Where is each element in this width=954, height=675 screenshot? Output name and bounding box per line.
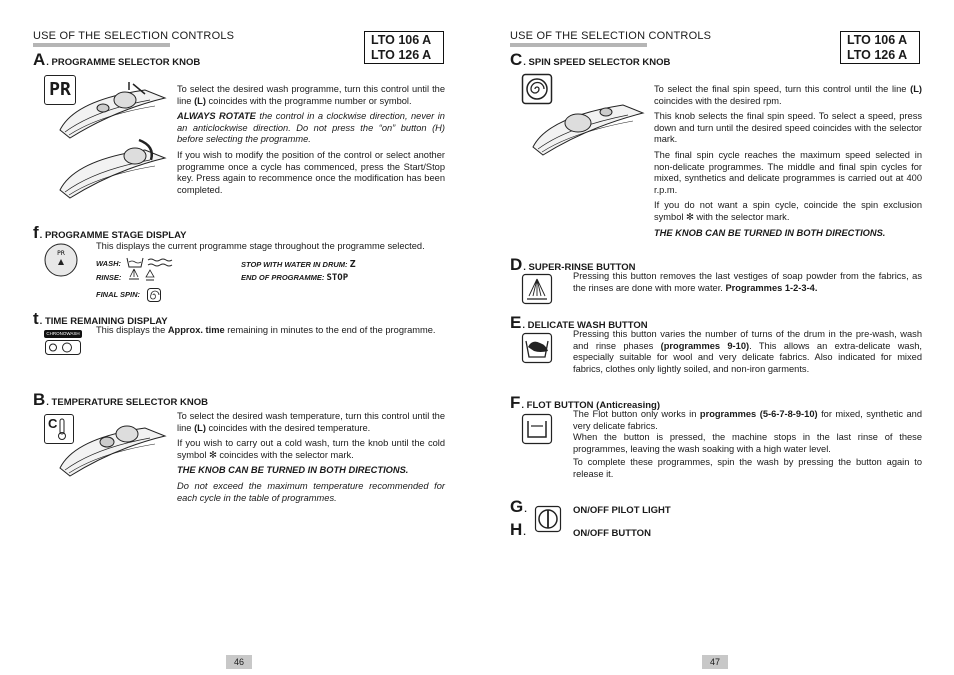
- model-2: LTO 126 A: [847, 48, 908, 62]
- super-rinse-icon[interactable]: [522, 274, 552, 304]
- snowflake-icon: ✻: [209, 449, 217, 460]
- rinse-label: RINSE:: [96, 273, 122, 282]
- section-g-letter: G.: [510, 497, 527, 516]
- spin-exclusion-icon: ✻: [686, 211, 694, 222]
- section-b-text: To select the desired wash temperature, turn this control until the line (L) coincides with the desired temperature. If you wish to carry out a cold wash, turn the knob until the cold symbol ✻ coincides with the selector mark. THE KNOB CAN BE TURNED IN BOTH DIRECTIONS. Do not exceed the maximum temperature recommended for each cycle in the table of programmes.: [177, 411, 445, 503]
- final-spin-label: FINAL SPIN:: [96, 290, 141, 299]
- pr-icon: PR: [44, 75, 76, 105]
- section-e-text: Pressing this button varies the number of turns of the drum in the pre-wash, wash and rinse phases (programmes 9-10). This allows an extra-delicate wash, especially suitable for wool and very delicate fabrics. Also indicated for mixed fabrics, clothes only lightly soiled, and non-iron garments.: [573, 329, 922, 374]
- right-model-box: [840, 31, 920, 64]
- spin-icon: [147, 288, 161, 302]
- stage-display-icon: [44, 243, 78, 277]
- section-a-text: To select the desired wash programme, turn this control until the line (L) coincides with the programme number or symbol. ALWAYS ROTATE the control in a clockwise direction, never in an anticlockwise direction. Do not press the “on” button (H) before selecting the programme. If you wish to modify the position of the control or select another programme once a cycle has commenced, press the Start/Stop key. Press again to recommence once the modification has been completed.: [177, 84, 445, 195]
- programme-knob-illustration-2: [55, 140, 170, 200]
- section-d-heading: D. SUPER-RINSE BUTTON: [510, 255, 636, 274]
- delicate-wash-icon[interactable]: [522, 333, 552, 363]
- power-icon[interactable]: [535, 506, 561, 532]
- programme-knob-illustration-1: [55, 80, 170, 140]
- right-header-bar: [510, 43, 647, 47]
- pilot-light-label: ON/OFF PILOT LIGHT: [573, 505, 671, 516]
- section-t-text: This displays the Approx. time remaining in minutes to the end of the programme.: [96, 325, 436, 335]
- on-off-button-label: ON/OFF BUTTON: [573, 528, 651, 539]
- right-page-header: USE OF THE SELECTION CONTROLS: [510, 30, 712, 42]
- chronowash-label: CHRONOWASH: [44, 330, 82, 338]
- time-display-icon: [45, 340, 81, 355]
- section-c-heading: C. SPIN SPEED SELECTOR KNOB: [510, 50, 671, 69]
- section-d-text: Pressing this button removes the last vestiges of soap powder from the fabrics, as the rinses are done with more water. Programmes 1-2-3-4.: [573, 271, 922, 293]
- rinse-icon: [128, 268, 158, 283]
- section-c-text: To select the final spin speed, turn this control until the line (L) coincides with the desired rpm. This knob selects the final spin speed. To select a speed, press down and turn until the desired speed coincides with the selector mark. The final spin cycle reaches the maximum speed selected in non-delicate programmes. The middle and final spin cycles for mixed, synthetics and delicate programmes is carried out at 400 r.p.m. If you do not want a spin cycle, coincide the spin exclusion symbol ✻ with the selector mark. THE KNOB CAN BE TURNED IN BOTH DIRECTIONS.: [654, 84, 922, 238]
- model-1: LTO 106 A: [371, 33, 432, 47]
- section-flot-text: The Flot button only works in programmes (5-6-7-8-9-10) for mixed, synthetic and very delicate fabrics. When the button is pressed, the machine stops in the last rinse of these programmes, leaving the wash soaking with a high water level. To complete these programmes, spin the wash by pressing the button again to release it.: [573, 409, 923, 479]
- left-header-bar: [33, 43, 170, 47]
- section-flot-heading: F. FLOT BUTTON (Anticreasing): [510, 393, 661, 412]
- left-page-header: USE OF THE SELECTION CONTROLS: [33, 30, 235, 42]
- section-f-text: This displays the current programme stage throughout the programme selected.: [96, 241, 425, 251]
- model-2: LTO 126 A: [371, 48, 432, 62]
- section-t-heading: t. TIME REMAINING DISPLAY: [33, 309, 168, 328]
- section-h-letter: H.: [510, 520, 526, 539]
- section-b-heading: B. TEMPERATURE SELECTOR KNOB: [33, 390, 208, 409]
- section-e-heading: E. DELICATE WASH BUTTON: [510, 313, 648, 332]
- flot-icon[interactable]: [522, 414, 552, 444]
- model-1: LTO 106 A: [847, 33, 908, 47]
- right-page-number: 47: [702, 655, 728, 669]
- left-model-box: [364, 31, 444, 64]
- temperature-icon: C: [44, 414, 74, 444]
- wash-label: WASH:: [96, 259, 121, 268]
- svg-text:PR: PR: [57, 250, 65, 257]
- section-f-heading: f. PROGRAMME STAGE DISPLAY: [33, 223, 187, 242]
- section-a-heading: A. PROGRAMME SELECTOR KNOB: [33, 50, 201, 69]
- spin-knob-illustration: [528, 95, 648, 157]
- stop-water-label: STOP WITH WATER IN DRUM: Z: [241, 259, 356, 270]
- end-of-programme-label: END OF PROGRAMME: STOP: [241, 273, 349, 283]
- temperature-knob-illustration: [55, 418, 170, 478]
- left-page-number: 46: [226, 655, 252, 669]
